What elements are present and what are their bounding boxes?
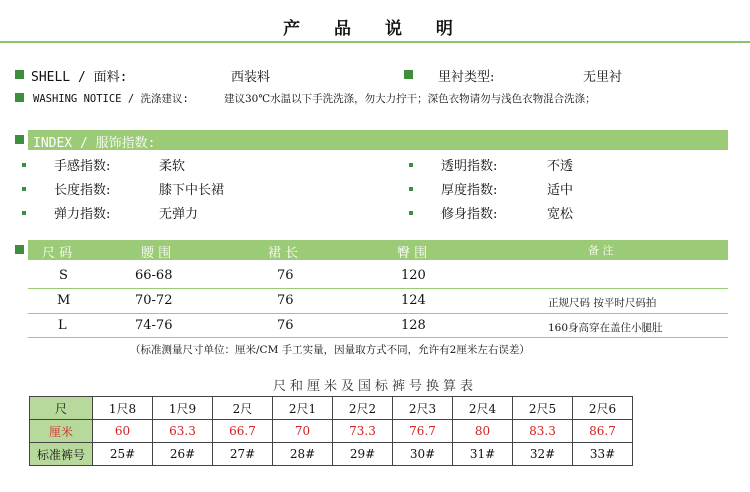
table-cell-size: L — [58, 318, 67, 333]
index-label: 修身指数: — [441, 207, 498, 222]
dot-bullet-icon — [22, 211, 26, 215]
index-label: 手感指数: — [54, 159, 111, 174]
index-header: INDEX / 服饰指数: — [33, 136, 156, 151]
square-bullet-icon — [15, 135, 24, 144]
table-cell-note: 正规尺码 按平时尺码拍 — [548, 297, 657, 309]
page-title: 产 品 说 明 — [283, 19, 467, 39]
table-cell: 25# — [93, 443, 153, 466]
square-bullet-icon — [15, 93, 24, 102]
table-cell-waist: 66-68 — [135, 268, 173, 283]
table-cell-hip: 120 — [401, 268, 426, 283]
dot-bullet-icon — [22, 187, 26, 191]
table-cell: 2尺2 — [333, 397, 393, 420]
table-cell: 86.7 — [573, 420, 633, 443]
index-label: 厚度指数: — [441, 183, 498, 198]
table-cell: 2尺4 — [453, 397, 513, 420]
table-cell: 30# — [393, 443, 453, 466]
table-row — [30, 420, 633, 443]
index-value: 膝下中长裙 — [159, 183, 225, 198]
index-label: 长度指数: — [54, 183, 111, 198]
row-header: 尺 — [30, 397, 93, 420]
table-cell-length: 76 — [277, 293, 294, 308]
dot-bullet-icon — [409, 163, 413, 167]
size-header-bar — [28, 240, 728, 260]
dot-bullet-icon — [409, 211, 413, 215]
row-divider — [28, 337, 728, 338]
dot-bullet-icon — [409, 187, 413, 191]
table-cell: 2尺1 — [273, 397, 333, 420]
size-footnote: （标准测量尺寸单位：厘米/CM 手工实量，因量取方式不同，允许有2厘米左右误差） — [130, 344, 530, 356]
dot-bullet-icon — [22, 163, 26, 167]
table-cell: 63.3 — [153, 420, 213, 443]
washing-label: WASHING NOTICE / 洗涤建议: — [33, 93, 189, 105]
table-cell: 80 — [453, 420, 513, 443]
index-label: 弹力指数: — [54, 207, 111, 222]
table-cell: 26# — [153, 443, 213, 466]
title-divider — [0, 41, 750, 43]
table-cell-note: 160身高穿在盖住小腿肚 — [548, 322, 663, 334]
lining-value: 无里衬 — [583, 70, 623, 85]
length-col-header: 裙 长 — [268, 246, 299, 261]
washing-value: 建议30℃水温以下手洗洗涤，勿大力拧干；深色衣物请勿与浅色衣物混合洗涤； — [224, 93, 596, 105]
table-cell: 1尺8 — [93, 397, 153, 420]
shell-label: SHELL / 面料: — [31, 70, 128, 85]
table-row — [30, 397, 633, 420]
square-bullet-icon — [15, 245, 24, 254]
table-cell: 60 — [93, 420, 153, 443]
index-value: 宽松 — [547, 207, 574, 222]
table-cell: 73.3 — [333, 420, 393, 443]
table-cell: 32# — [513, 443, 573, 466]
table-cell: 2尺6 — [573, 397, 633, 420]
table-cell: 2尺5 — [513, 397, 573, 420]
table-cell: 2尺3 — [393, 397, 453, 420]
size-col-header: 尺 码 — [42, 246, 73, 261]
waist-col-header: 腰 围 — [141, 246, 172, 261]
table-cell: 2尺 — [213, 397, 273, 420]
table-cell: 27# — [213, 443, 273, 466]
row-header: 厘米 — [30, 420, 93, 443]
table-cell: 76.7 — [393, 420, 453, 443]
note-col-header: 备 注 — [588, 244, 614, 257]
table-cell-waist: 74-76 — [135, 318, 173, 333]
table-cell: 29# — [333, 443, 393, 466]
table-cell: 83.3 — [513, 420, 573, 443]
shell-value: 西装料 — [231, 70, 271, 85]
index-value: 柔软 — [159, 159, 186, 174]
row-divider — [28, 288, 728, 289]
conversion-title: 尺和厘米及国标裤号换算表 — [272, 379, 477, 394]
index-value: 无弹力 — [159, 207, 199, 222]
table-cell-hip: 128 — [401, 318, 426, 333]
index-value: 适中 — [547, 183, 574, 198]
table-cell: 70 — [273, 420, 333, 443]
table-cell: 33# — [573, 443, 633, 466]
table-cell-size: M — [57, 293, 71, 308]
table-cell: 31# — [453, 443, 513, 466]
table-cell-waist: 70-72 — [135, 293, 173, 308]
lining-label: 里衬类型: — [438, 70, 495, 85]
table-cell: 1尺9 — [153, 397, 213, 420]
hip-col-header: 臀 围 — [397, 246, 428, 261]
table-cell-length: 76 — [277, 268, 294, 283]
square-bullet-icon — [404, 70, 413, 79]
table-cell: 28# — [273, 443, 333, 466]
index-label: 透明指数: — [441, 159, 498, 174]
table-cell-hip: 124 — [401, 293, 426, 308]
table-cell-length: 76 — [277, 318, 294, 333]
square-bullet-icon — [15, 70, 24, 79]
table-row — [30, 443, 633, 466]
row-divider — [28, 313, 728, 314]
table-cell-size: S — [59, 268, 68, 283]
table-cell: 66.7 — [213, 420, 273, 443]
index-value: 不透 — [547, 159, 574, 174]
conversion-table — [29, 396, 633, 466]
row-header: 标准裤号 — [30, 443, 93, 466]
